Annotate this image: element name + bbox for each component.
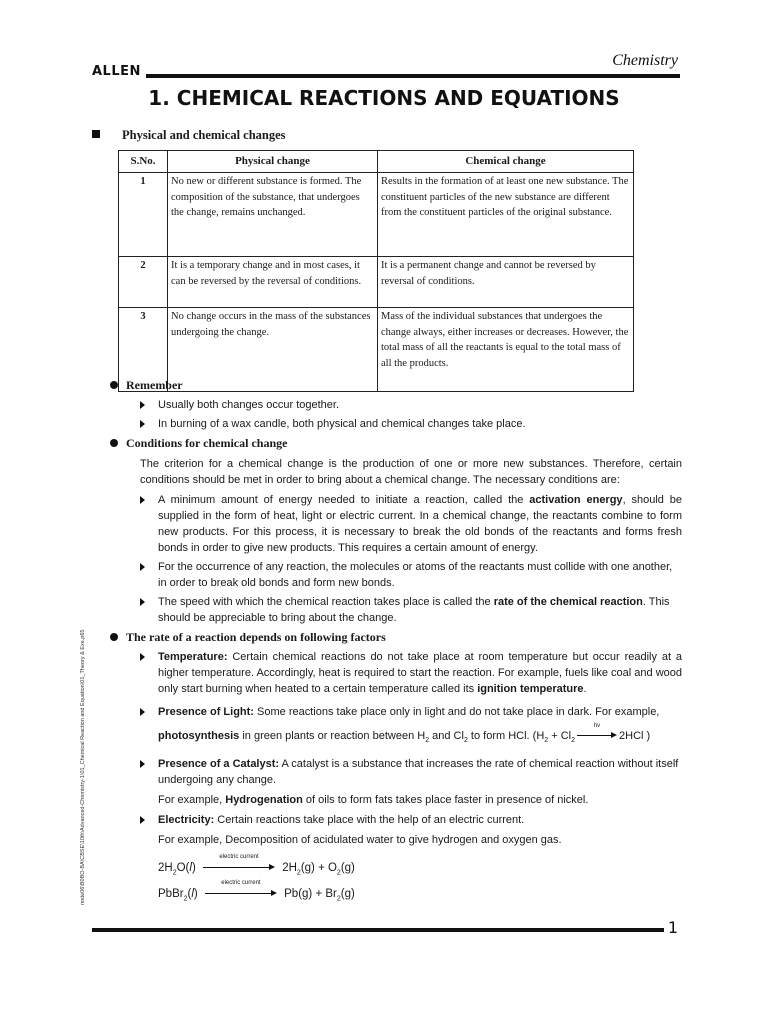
bold-term: Electricity: [158,814,215,827]
text-span: For example, [158,794,226,807]
table-cell-chemical: It is a permanent change and cannot be reversed by reversal of conditions. [378,257,634,308]
text-span: in green plants or reaction between H [239,730,426,742]
bold-term: rate of the chemical reaction [493,596,643,608]
header-rule [146,74,680,78]
triangle-bullet-icon [140,708,145,716]
table-row [119,173,634,257]
equation-text: O( [176,862,190,875]
bold-term: Presence of a Catalyst: [158,758,280,771]
text-span: Certain chemical reactions do not take place at room temperature but occur readily at a higher temperature. Accordingly, heat is required to start the reaction. For example, fuels like coal and wood only start burning when heated to a certain temperature called its [158,651,682,695]
table-header-chemical: Chemical change [378,151,634,173]
text-span: A minimum amount of energy needed to initiate a reaction, called the [158,494,530,506]
text-span: . [583,683,587,695]
text-span: , should be supplied in the form of heat, light or electric current. In a chemical change, the reactants combine to form new products. For this process, it is necessary to break the old bonds of the reactants and forms fresh bonds in order to give new products. This requires a certain amount of energy. [158,494,683,554]
table-cell-chemical: Results in the formation of at least one new substance. The constituent particles of the new substance are different from the constituent particles of the original substance. [378,173,634,257]
list-item [110,559,682,591]
text-span: A catalyst is a substance that increases the rate of chemical reaction without itself undergoing any change. [158,758,679,787]
file-path-label: node06\B0BO-BA\CBSE\10th\Advanced-Chemistry-1\01_Chemical Reaction and Equation\01_Theory & Exe.p65 [80,629,86,905]
reaction-arrow-icon [577,723,617,739]
circle-bullet-icon [110,633,118,641]
table-cell-physical: No new or different substance is formed. The composition of the substance, that undergoes the change, remains unchanged. [168,173,378,257]
conditions-heading: Conditions for chemical change [126,436,288,450]
catalyst-example [110,792,682,808]
list-item-text: For the occurrence of any reaction, the molecules or atoms of the reactants must collide with one another, in order to break old bonds and form new bonds. [158,561,673,589]
equation-text: l [189,862,192,875]
page-number: 1 [667,918,678,937]
text-span: . This should be appreciable to bring about the change. [158,596,670,624]
comparison-table [118,150,634,392]
triangle-bullet-icon [140,563,145,571]
list-item [110,492,682,556]
list-item [110,649,682,697]
bold-term: Presence of Light: [158,706,254,718]
triangle-bullet-icon [140,816,145,824]
reaction-arrow-icon [203,854,275,871]
text-span: Certain reactions take place with the help of an electric current. [214,814,525,827]
footer-rule [92,928,664,932]
table-header-row [119,151,634,173]
equation-text: 2HCl ) [619,730,651,742]
arrow-label: hv [593,723,601,729]
triangle-bullet-icon [140,760,145,768]
triangle-bullet-icon [140,653,145,661]
table-cell-physical: It is a temporary change and in most cases, it can be reversed by the reversal of conditions. [168,257,378,308]
subscript: 2 [172,869,177,877]
main-content [110,377,682,912]
list-item [110,756,682,788]
factors-heading: The rate of a reaction depends on following factors [126,630,386,644]
page-title: 1. CHEMICAL REACTIONS AND EQUATIONS [148,86,620,110]
list-item [110,700,682,753]
subscript: 2 [571,737,576,745]
subscript: 2 [463,737,468,745]
circle-bullet-icon [110,439,118,447]
electricity-example: For example, Decomposition of acidulated water to give hydrogen and oxygen gas. [158,834,562,847]
equation-text: ) [191,862,196,875]
remember-heading: Remember [126,378,183,392]
conditions-block [110,435,682,452]
equation-text: l [191,888,194,901]
list-item-text: In burning of a wax candle, both physical and chemical changes take place. [158,418,526,430]
equation-text: (H [532,730,545,742]
bold-term: Hydrogenation [225,794,303,807]
table-cell-chemical: Mass of the individual substances that undergoes the change always, either increases or decreases. However, the total mass of all the reactants is equal to the total mass of all the products. [378,308,634,392]
remember-block [110,377,682,394]
bold-term: activation energy [529,494,623,506]
brand-logo: ALLEN [92,64,141,79]
text-span: of oils to form fats takes place faster in presence of nickel. [302,794,589,807]
list-item [110,397,682,413]
section-heading [92,128,286,143]
arrow-label: electric current [221,880,261,887]
text-span: to form HCl. [467,730,530,742]
conditions-intro: The criterion for a chemical change is the production of one or more new substances. Therefore, certain conditions should be met in order to bring about a chemical change. The necessary conditions are: [140,458,682,486]
triangle-bullet-icon [140,420,145,428]
circle-bullet-icon [110,381,118,389]
table-cell-sno: 3 [119,308,168,392]
subject-label: Chemistry [612,52,678,69]
subscript: 2 [296,869,301,877]
equation-text: (g) [340,862,355,875]
equation-text: (g) [340,888,355,901]
equation-lead-bromide [110,880,682,912]
equation-text: Pb(g) + Br [284,888,337,901]
section-heading-text: Physical and chemical changes [122,128,286,142]
table-cell-sno: 2 [119,257,168,308]
equation-water [110,854,682,886]
subscript: 2 [336,895,341,903]
triangle-bullet-icon [140,496,145,504]
text-span: The speed with which the chemical reaction takes place is called the [158,596,494,608]
subscript: 2 [544,737,549,745]
equation-text: 2H [282,862,297,875]
subscript: 2 [425,737,430,745]
arrow-label: electric current [219,854,259,861]
subscript: 2 [336,869,341,877]
table-cell-physical: No change occurs in the mass of the substances undergoing the change. [168,308,378,392]
table-header-sno: S.No. [119,151,168,173]
equation-text: ( [187,888,192,901]
equation-text: (g) + O [300,862,337,875]
triangle-bullet-icon [140,401,145,409]
list-item-text: Usually both changes occur together. [158,399,340,411]
equation-text: 2H [158,862,173,875]
equation-text: ) [193,888,198,901]
text-span: and Cl [429,730,464,742]
bold-term: ignition temperature [477,683,584,695]
bold-term: Temperature: [158,651,228,663]
reaction-arrow-icon [205,880,277,897]
bold-term: photosynthesis [158,730,240,742]
triangle-bullet-icon [140,598,145,606]
equation-text: PbBr [158,888,184,901]
table-row [119,257,634,308]
list-item [110,812,682,828]
equation-text: + Cl [548,730,572,742]
table-header-physical: Physical change [168,151,378,173]
text-span: Some reactions take place only in light and do not take place in dark. For example, [253,706,660,718]
factors-block [110,629,682,646]
list-item [110,594,682,626]
square-bullet-icon [92,130,100,138]
list-item [110,416,682,432]
table-cell-sno: 1 [119,173,168,257]
subscript: 2 [183,895,188,903]
